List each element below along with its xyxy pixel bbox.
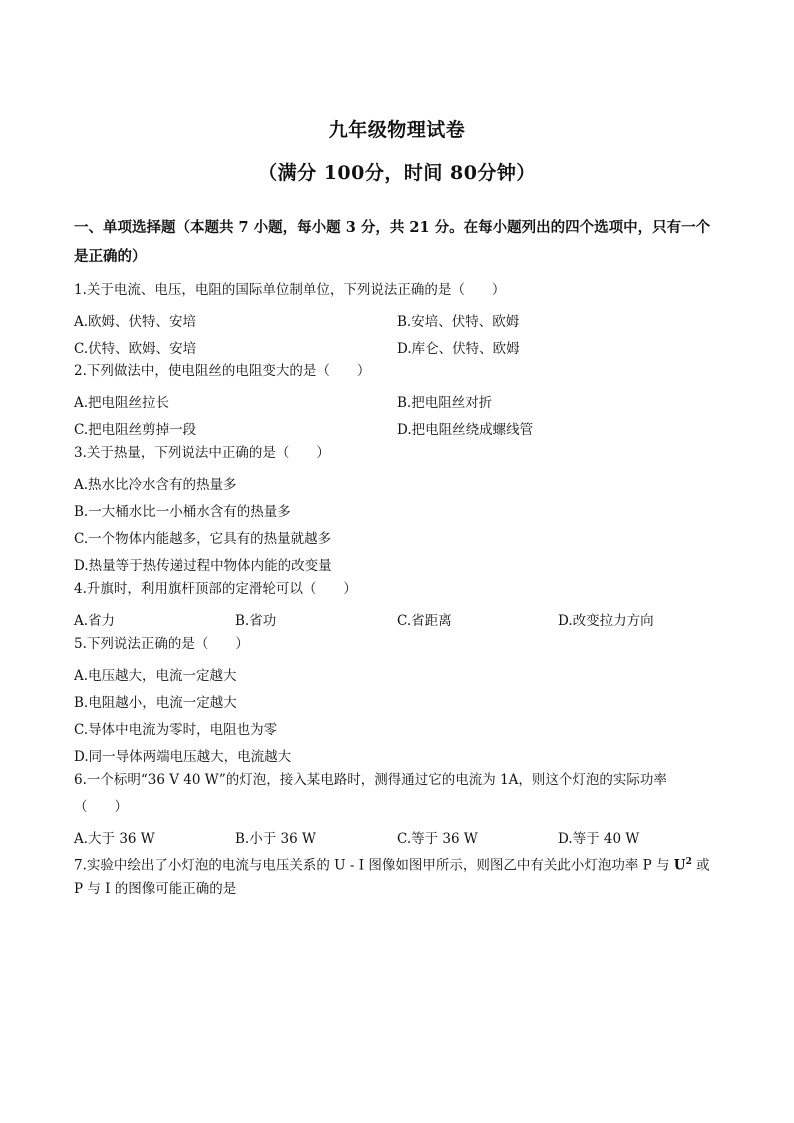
q2-option-a: A.把电阻丝拉长 [74,395,170,411]
q3-option-a: A.热水比冷水含有的热量多 [74,477,237,493]
q1-option-c: C.伏特、欧姆、安培 [74,341,197,357]
question-7-stem-line2: P 与 I 的图像可能正确的是 [74,881,237,897]
q6-option-d: D.等于 40 W [558,831,640,847]
question-2-stem: 2.下列做法中，使电阻丝的电阻变大的是（ ） [74,363,371,379]
q6-option-a: A.大于 36 W [74,831,155,847]
q2-option-d: D.把电阻丝绕成螺线管 [397,422,534,438]
q5-option-d: D.同一导体两端电压越大，电流越大 [74,749,292,765]
exam-subtitle: （满分 100分，时间 80分钟） [258,162,536,184]
q7-stem-part-b: 或 [691,857,710,874]
q1-option-d: D.库仑、伏特、欧姆 [397,341,520,357]
q2-option-b: B.把电阻丝对折 [397,395,493,411]
q4-option-b: B.省功 [235,613,277,629]
q6-option-c: C.等于 36 W [397,831,478,847]
question-1-stem: 1.关于电流、电压，电阻的国际单位制单位，下列说法正确的是（ ） [74,282,506,298]
q4-option-c: C.省距离 [397,613,452,629]
q2-option-c: C.把电阻丝剪掉一段 [74,422,197,438]
q5-option-a: A.电压越大，电流一定越大 [74,668,237,684]
question-6-stem: 6.一个标明“36 V 40 W”的灯泡，接入某电路时，测得通过它的电流为 1A，则这个灯泡的实际功率（ ） [74,772,667,815]
q3-option-b: B.一大桶水比一小桶水含有的热量多 [74,504,291,520]
q1-option-a: A.欧姆、伏特、安培 [74,314,197,330]
question-3-stem: 3.关于热量，下列说法中正确的是（ ） [74,445,330,461]
question-4-stem: 4.升旗时，利用旗杆顶部的定滑轮可以（ ） [74,581,357,597]
q4-option-d: D.改变拉力方向 [558,613,654,629]
q3-option-d: D.热量等于热传递过程中物体内能的改变量 [74,558,332,574]
q5-option-b: B.电阻越小，电流一定越大 [74,695,237,711]
q1-option-b: B.安培、伏特、欧姆 [397,314,520,330]
q7-variable-u: U [673,857,686,874]
q7-stem-part-a: 7.实验中绘出了小灯泡的电流与电压关系的 U - I 图像如图甲所示，则图乙中有关此小灯泡功率 P 与 [74,857,674,874]
question-5-stem: 5.下列说法正确的是（ ） [74,636,249,652]
q5-option-c: C.导体中电流为零时，电阻也为零 [74,722,278,738]
q3-option-c: C.一个物体内能越多，它具有的热量就越多 [74,531,332,547]
q4-option-a: A.省力 [74,613,116,629]
q6-option-b: B.小于 36 W [235,831,316,847]
section-heading: 一、单项选择题（本题共 7 小题，每小题 3 分，共 21 分。在每小题列出的四个选项中，只有一个是正确的） [74,219,711,265]
q7-exponent: 2 [685,857,692,867]
question-7-stem-line1 [74,849,724,880]
exam-title: 九年级物理试卷 [328,119,466,141]
